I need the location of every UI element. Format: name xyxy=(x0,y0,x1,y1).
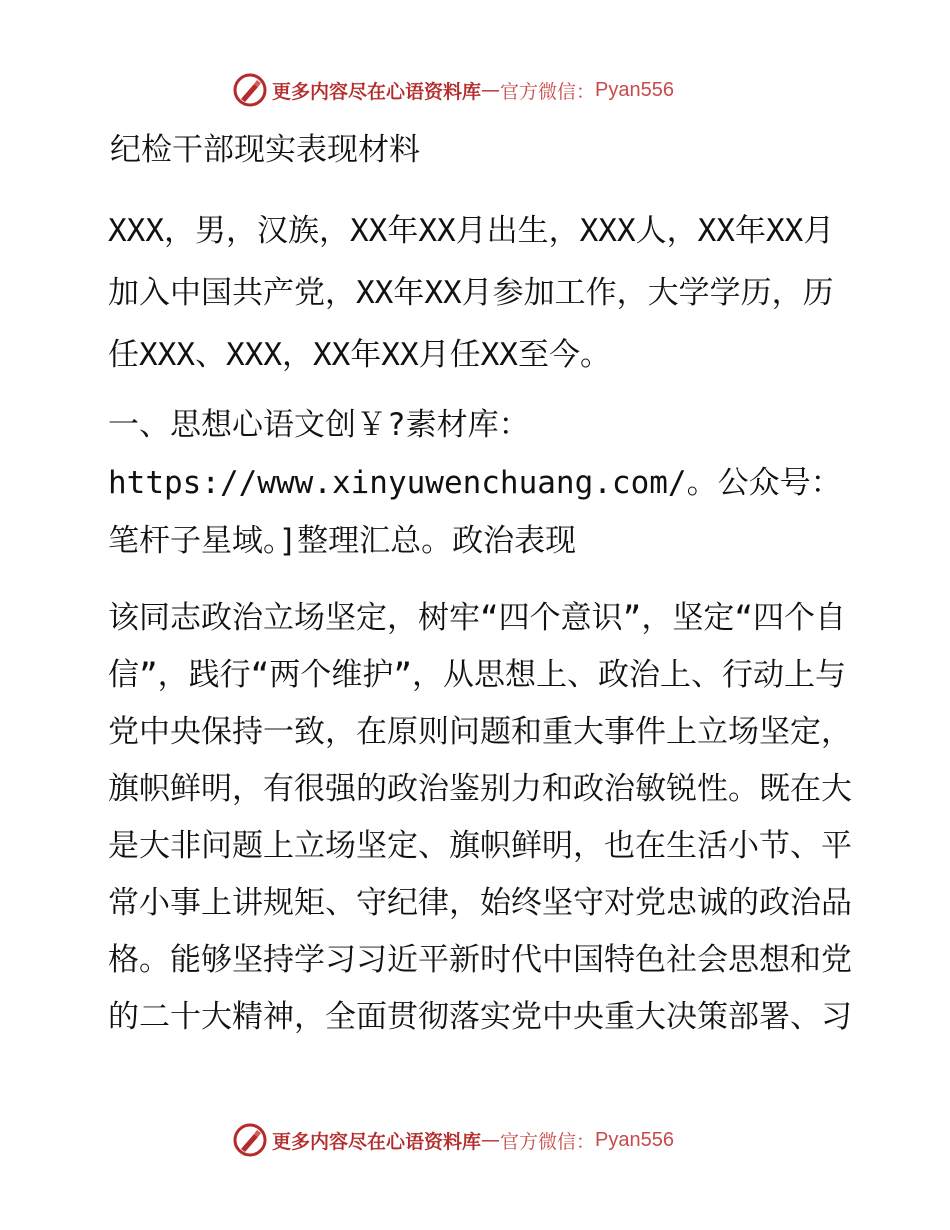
banner-separator: — xyxy=(481,1129,501,1151)
banner-main-text: 更多内容尽在心语资料库 xyxy=(272,80,482,103)
banner-sub-text: 官方微信： xyxy=(500,80,596,103)
banner-wechat-id: Pyan556 xyxy=(595,78,674,101)
banner-separator: — xyxy=(481,79,501,101)
footer-banner xyxy=(232,1120,674,1160)
pen-logo-icon xyxy=(232,1122,268,1158)
banner-sub-text: 官方微信： xyxy=(500,1130,596,1153)
header-banner xyxy=(232,70,674,110)
intro-paragraph: XXX，男，汉族，XX年XX月出生，XXX人，XX年XX月加入中国共产党，XX年XX月参加工作，大学学历，历任XXX、XXX，XX年XX月任XX至今。 xyxy=(108,213,835,373)
banner-wechat-id: Pyan556 xyxy=(595,1128,674,1151)
document-body xyxy=(98,122,858,1046)
section-heading: 一、思想心语文创￥?素材库：https://www.xinyuwenchuang.com/。公众号：笔杆子星域。]整理汇总。政治表现 xyxy=(108,407,842,559)
document-title: 纪检干部现实表现材料 xyxy=(110,132,420,168)
banner-main-text: 更多内容尽在心语资料库 xyxy=(272,1130,482,1153)
body-paragraph: 该同志政治立场坚定，树牢“四个意识”，坚定“四个自信”，践行“两个维护”，从思想上、政治上、行动上与党中央保持一致，在原则问题和重大事件上立场坚定，旗帜鲜明，有很强的政治鉴别力和政治敏锐性。既在大是大非问题上立场坚定、旗帜鲜明，也在生活小节、平常小事上讲规矩、守纪律，始终坚守对党忠诚的政治品格。能够坚持学习习近平新时代中国特色社会思想和党的二十大精神，全面贯彻落实党中央重大决策部署、习 xyxy=(108,600,852,1035)
pen-logo-icon xyxy=(232,72,268,108)
